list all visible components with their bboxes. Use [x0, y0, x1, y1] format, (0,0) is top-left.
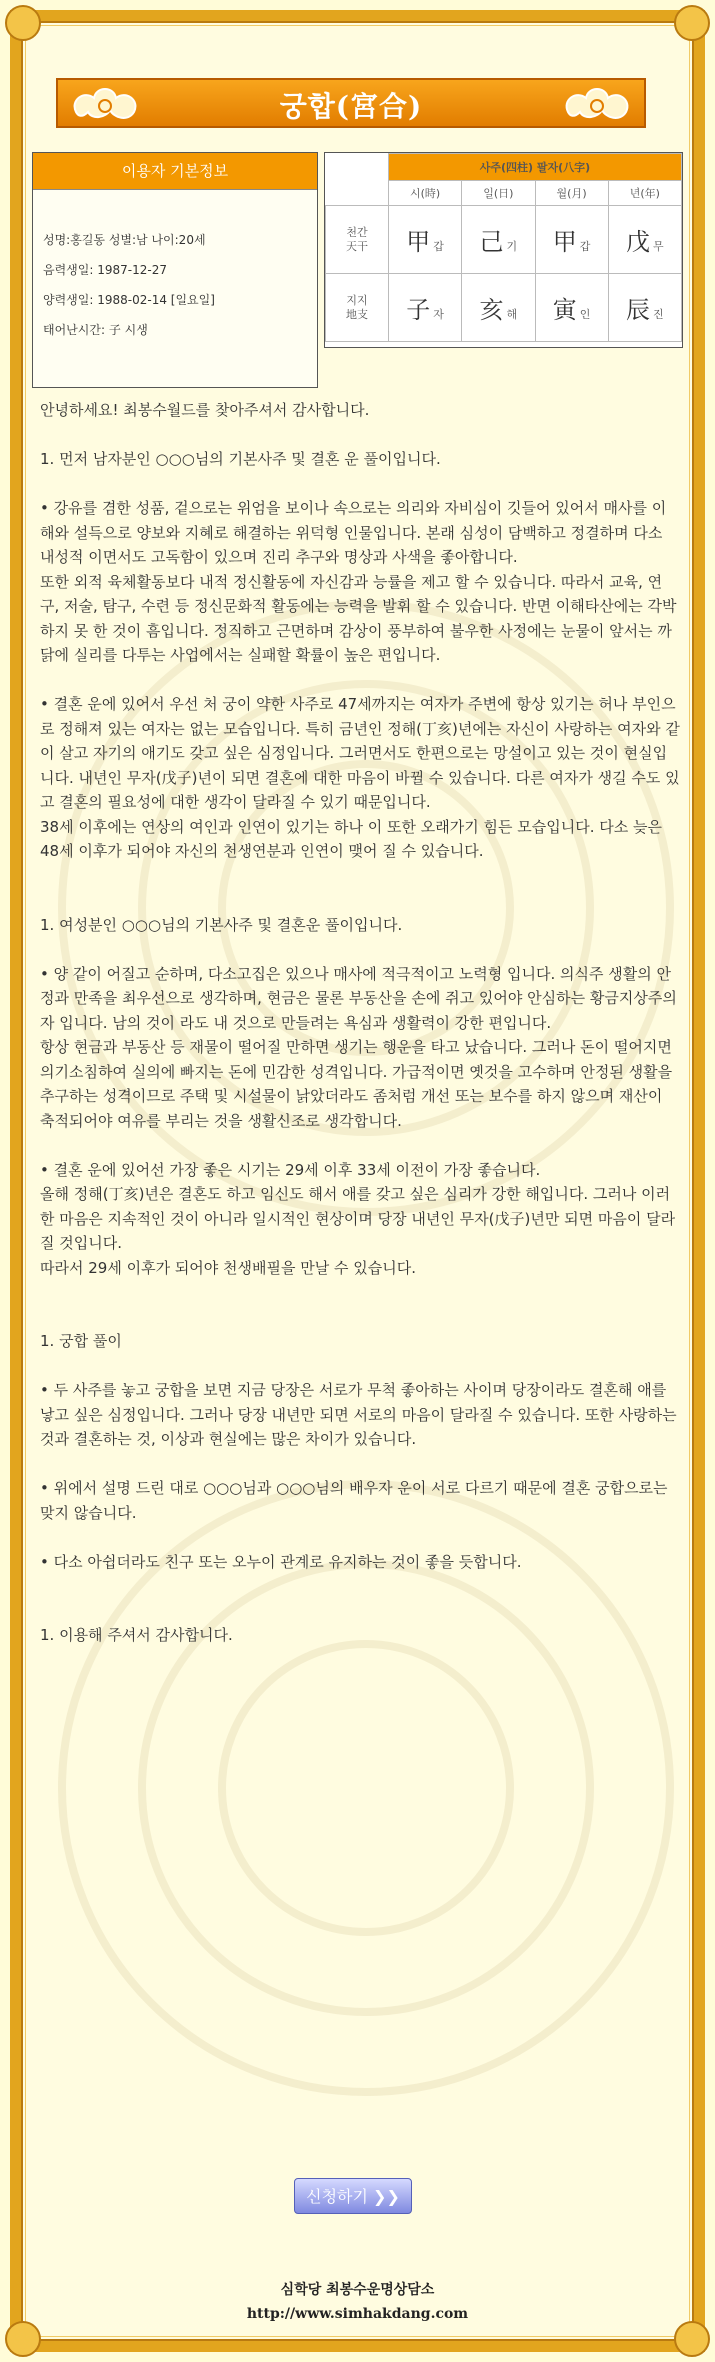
content-paragraph: 1. 여성분인 ○○○님의 기본사주 및 결혼운 풀이입니다. — [40, 915, 403, 934]
content-paragraph: 올해 정해(丁亥)년은 결혼도 하고 임신도 해서 애를 갖고 싶은 심리가 강한 해입니다. 그러나 이러한 마음은 지속적인 것이 아니라 일시적인 현상이며 당장 내년인 무자(戊子)년만 되면 마음이 달라질 것입니다. — [40, 1185, 676, 1252]
cheongan-day: 己 기 — [462, 206, 535, 274]
spacer — [40, 1280, 680, 1305]
jiji-month: 寅 인 — [535, 274, 608, 342]
saju-table — [325, 153, 682, 342]
basic-info-panel — [32, 152, 318, 388]
content-paragraph: • 강유를 겸한 성품, 겉으로는 위엄을 보이나 속으로는 의리와 자비심이 깃들어 있어서 매사를 이해와 설득으로 양보와 지혜로 해결하는 위덕형 인물입니다. 본래 심성이 담백하고 정결하며 다소 내성적 이면서도 고독함이 있으며 진리 추구와 명상과 사색을 좋아합니다. — [40, 499, 667, 566]
corner-ornament — [5, 2321, 41, 2357]
spacer — [40, 1574, 680, 1599]
title-banner — [56, 78, 646, 128]
footer — [0, 2278, 715, 2326]
spacer — [40, 1452, 680, 1477]
corner-ornament — [5, 5, 41, 41]
content-paragraph: • 위에서 설명 드린 대로 ○○○님과 ○○○님의 배우자 운이 서로 다르기 때문에 결혼 궁합으로는 맞지 않습니다. — [40, 1479, 668, 1522]
solar-birthday: 양력생일: 1988-02-14 [일요일] — [43, 293, 215, 307]
corner-ornament — [674, 5, 710, 41]
jiji-hour: 子 자 — [389, 274, 462, 342]
content-paragraph: 안녕하세요! 최봉수월드를 찾아주셔서 감사합니다. — [40, 401, 370, 419]
spacer — [40, 472, 680, 497]
corner-ornament — [674, 2321, 710, 2357]
reading-content — [40, 398, 680, 1648]
content-paragraph: 항상 현금과 부동산 등 재물이 떨어질 만하면 생기는 행운을 타고 났습니다. 그러나 돈이 떨어지면 의기소침하여 실의에 빠지는 돈에 민감한 성격입니다. 가급적이면 옛것을 고수하며 안정된 생활을 추구하는 성격이므로 주택 및 시설물이 낡았더라도 좀처럼 개선 또는 보수를 하지 않으며 재산이 축적되어야 여유를 부리는 것을 생활신조로 생각합니다. — [40, 1038, 673, 1130]
spacer — [40, 1354, 680, 1379]
spacer — [40, 1305, 680, 1330]
spacer — [40, 1133, 680, 1158]
jiji-day: 亥 해 — [462, 274, 535, 342]
apply-button[interactable]: 신청하기 ❯❯ — [294, 2178, 412, 2214]
page-title: 궁합(宮合) — [279, 90, 423, 123]
saju-panel — [324, 152, 683, 348]
jiji-year: 辰 진 — [608, 274, 681, 342]
content-paragraph: 1. 이용해 주셔서 감사합니다. — [40, 1626, 233, 1644]
saju-header: 사주(四柱) 팔자(八字) — [389, 154, 682, 181]
content-paragraph: • 양 같이 어질고 순하며, 다소고집은 있으나 매사에 적극적이고 노력형 입니다. 의식주 생활의 안정과 만족을 최우선으로 생각하며, 현금은 물론 부동산을 손에 쥐고 있어야 안심하는 황금지상주의자 입니다. 남의 것이 라도 내 것으로 만들려는 욕심과 생활력이 강한 편입니다. — [40, 964, 677, 1032]
content-paragraph: 38세 이후에는 연상의 여인과 인연이 있기는 하나 이 또한 오래가기 힘든 모습입니다. 다소 늦은 48세 이후가 되어야 자신의 천생연분과 인연이 맺어 질 수 있습니다. — [40, 817, 662, 860]
spacer — [40, 1599, 680, 1624]
spacer — [40, 937, 680, 962]
cheongan-year: 戊 무 — [608, 206, 681, 274]
jiji-label: 지지 地支 — [326, 274, 389, 342]
content-paragraph: 1. 궁합 풀이 — [40, 1332, 122, 1350]
spacer — [40, 864, 680, 889]
basic-info-header: 이용자 기본정보 — [33, 153, 317, 190]
content-paragraph: • 결혼 운에 있어서 우선 처 궁이 약한 사주로 47세까지는 여자가 주변에 항상 있기는 허나 부인으로 정해져 있는 여자는 없는 모습입니다. 특히 금년인 정해(丁亥)년에는 자신이 사랑하는 여자와 같이 살고 자기의 애기도 갖고 싶은 심정입니다. 그러면서도 한편으로는 망설이고 있는 것이 현실입니다. 내년인 무자(戊子)년이 되면 결혼에 대한 마음이 바뀔 수 있습니다. 다른 여자가 생길 수도 있고 결혼의 필요성에 대한 생각이 달라질 수 있기 때문입니다. — [40, 695, 680, 811]
content-paragraph: • 두 사주를 놓고 궁합을 보면 지금 당장은 서로가 무척 좋아하는 사이며 당장이라도 결혼해 애를 낳고 싶은 심정입니다. 그러나 당장 내년만 되면 서로의 마음이 달라질 수 있습니다. 또한 사랑하는 것과 결혼하는 것, 이상과 현실에는 많은 차이가 있습니다. — [40, 1381, 677, 1448]
footer-name: 심학당 최봉수운명상담소 — [280, 2282, 435, 2298]
column-day: 일(日) — [462, 181, 535, 206]
content-paragraph: 따라서 29세 이후가 되어야 천생배필을 만날 수 있습니다. — [40, 1258, 417, 1277]
content-paragraph: • 다소 아쉽더라도 친구 또는 오누이 관계로 유지하는 것이 좋을 듯합니다. — [40, 1552, 522, 1571]
cheongan-month: 甲 갑 — [535, 206, 608, 274]
footer-url[interactable]: http://www.simhakdang.com — [246, 2306, 469, 2322]
column-month: 월(月) — [535, 181, 608, 206]
content-paragraph: 1. 먼저 남자분인 ○○○님의 기본사주 및 결혼 운 풀이입니다. — [40, 450, 441, 468]
spacer — [40, 888, 680, 913]
cloud-ornament-icon — [562, 82, 632, 126]
lunar-birthday: 음력생일: 1987-12-27 — [43, 263, 167, 277]
column-year: 년(年) — [608, 181, 681, 206]
content-paragraph: • 결혼 운에 있어선 가장 좋은 시기는 29세 이후 33세 이전이 가장 좋습니다. — [40, 1160, 541, 1179]
spacer — [40, 668, 680, 693]
spacer — [40, 1525, 680, 1550]
cheongan-label: 천간 天干 — [326, 206, 389, 274]
cheongan-hour: 甲 갑 — [389, 206, 462, 274]
content-paragraph: 또한 외적 육체활동보다 내적 정신활동에 자신감과 능률을 제고 할 수 있습니다. 따라서 교육, 연구, 저술, 탐구, 수련 등 정신문화적 활동에는 능력을 발휘 할 수 있습니다. 반면 이해타산에는 각박하지 못 한 것이 흠입니다. 정직하고 근면하며 감상이 풍부하여 불우한 사정에는 눈물이 앞서는 까닭에 실리를 다투는 사업에서는 실패할 확률이 높은 편입니다. — [40, 572, 677, 664]
column-hour: 시(時) — [389, 181, 462, 206]
spacer — [40, 423, 680, 448]
name-info: 성명:홍길동 성별:남 나이:20세 — [43, 233, 206, 247]
birth-time: 태어난시간: 子 시생 — [43, 323, 148, 337]
